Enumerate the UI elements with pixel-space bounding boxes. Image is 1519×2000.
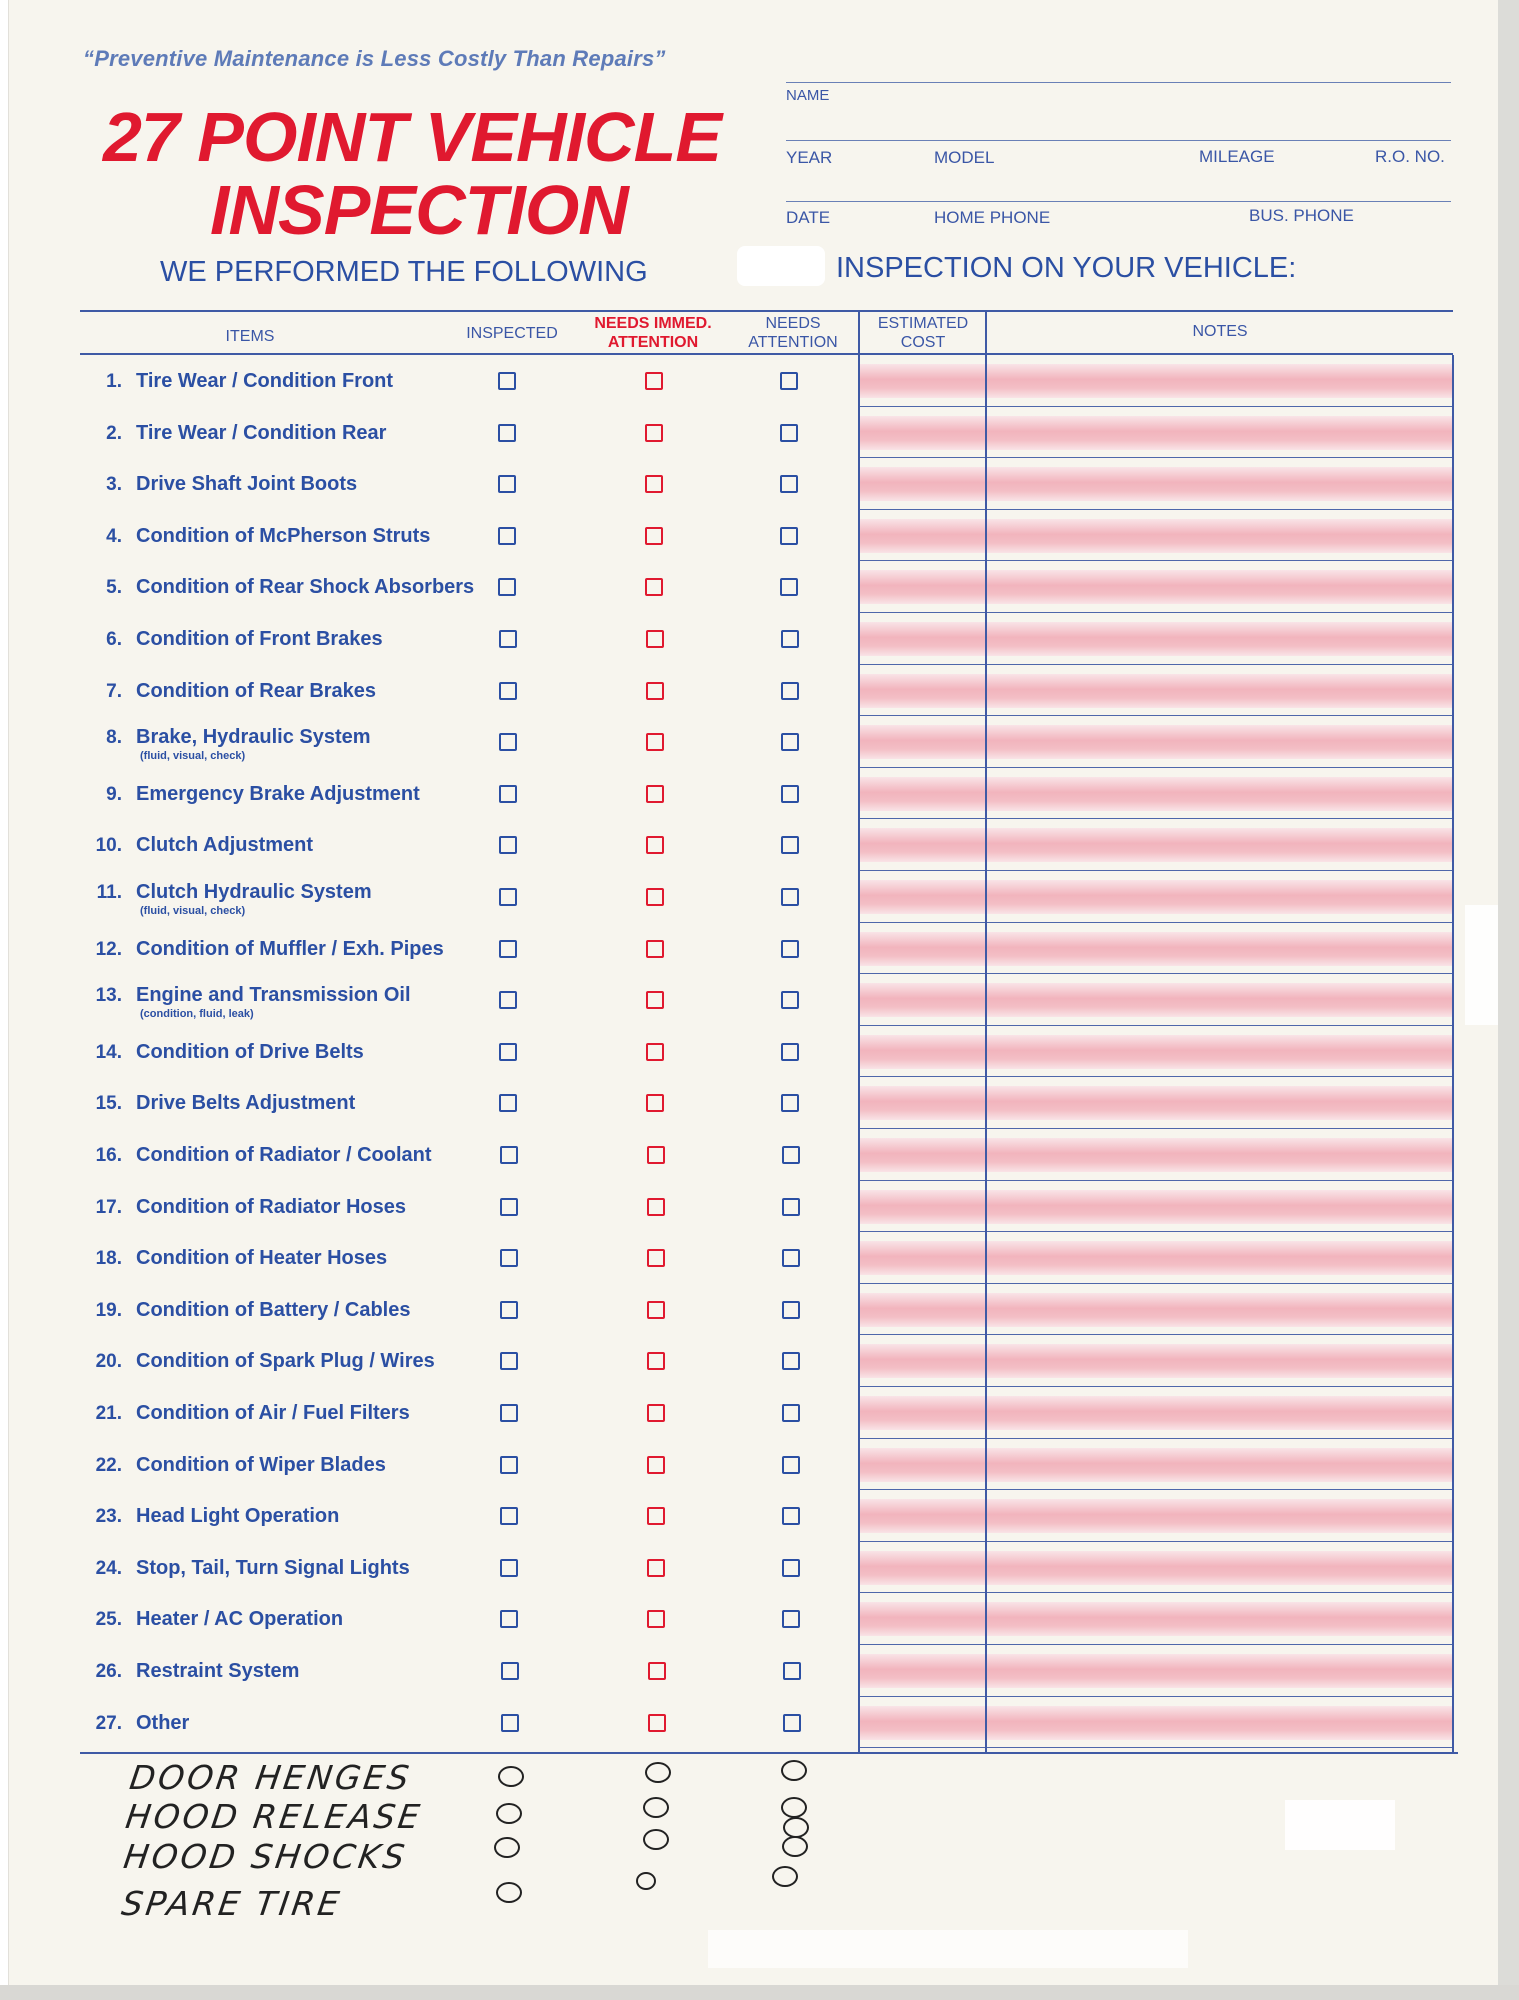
item-label: Condition of Radiator Hoses [136, 1195, 406, 1218]
table-row [0, 1027, 1519, 1078]
item-number: 10. [95, 835, 122, 857]
item-label: Condition of Wiper Blades [136, 1453, 386, 1476]
needs-immediate-checkbox[interactable] [647, 1352, 665, 1370]
needs-immediate-checkbox[interactable] [646, 836, 664, 854]
table-row [0, 1543, 1519, 1594]
hand-circle-needs-2a [781, 1797, 807, 1818]
item-number: 6. [106, 629, 122, 650]
table-row [0, 1182, 1519, 1233]
needs-attention-checkbox[interactable] [782, 1198, 800, 1216]
table-row [0, 924, 1519, 975]
needs-immediate-checkbox[interactable] [648, 1662, 666, 1680]
item-label: Engine and Transmission Oil [136, 984, 411, 1007]
item-label: Emergency Brake Adjustment [136, 782, 420, 805]
item-label: Condition of Battery / Cables [136, 1298, 411, 1321]
needs-attention-checkbox[interactable] [781, 1043, 799, 1061]
item-number: 21. [95, 1403, 122, 1424]
col-inspected: INSPECTED [466, 325, 558, 342]
item-label: Clutch Hydraulic System [136, 881, 372, 903]
table-row [0, 769, 1519, 820]
hand-circle-inspected-2 [496, 1803, 522, 1824]
needs-attention-checkbox[interactable] [782, 1301, 800, 1319]
needs-attention-checkbox[interactable] [782, 1249, 800, 1267]
item-label: Stop, Tail, Turn Signal Lights [136, 1556, 410, 1579]
table-bottom-border [80, 1752, 1458, 1754]
inspected-checkbox[interactable] [500, 1610, 518, 1628]
item-number: 12. [95, 938, 122, 960]
needs-immediate-checkbox[interactable] [647, 1404, 665, 1422]
item-number: 7. [106, 680, 122, 702]
needs-immediate-checkbox[interactable] [648, 1714, 666, 1732]
needs-immediate-checkbox[interactable] [645, 527, 663, 545]
item-label: Condition of McPherson Struts [136, 524, 431, 547]
table-row [0, 1440, 1519, 1491]
inspected-checkbox[interactable] [498, 475, 516, 493]
table-row [0, 717, 1519, 768]
needs-attention-checkbox[interactable] [782, 1610, 800, 1628]
needs-attention-checkbox[interactable] [781, 991, 799, 1009]
hand-circle-inspected-1 [498, 1766, 524, 1787]
needs-attention-checkbox[interactable] [780, 372, 798, 390]
inspected-checkbox[interactable] [500, 1559, 518, 1577]
form-title-line2: INSPECTION [210, 171, 628, 249]
vehicle-field-line[interactable] [786, 201, 1451, 202]
item-label: Condition of Rear Brakes [136, 679, 377, 702]
table-top-border [80, 310, 1453, 312]
mileage-label: MILEAGE [1199, 147, 1275, 166]
item-number: 22. [95, 1454, 122, 1476]
needs-immediate-checkbox[interactable] [646, 785, 664, 803]
inspected-checkbox[interactable] [499, 940, 517, 958]
item-number: 25. [95, 1609, 122, 1631]
inspected-checkbox[interactable] [499, 836, 517, 854]
table-row [0, 1233, 1519, 1284]
needs-immediate-checkbox[interactable] [646, 1094, 664, 1112]
table-row [0, 614, 1519, 665]
needs-attention-checkbox[interactable] [781, 888, 799, 906]
name-label: NAME [786, 87, 830, 104]
table-row [0, 872, 1519, 923]
item-number: 4. [106, 525, 122, 547]
ro-no-label: R.O. NO. [1375, 147, 1445, 166]
needs-attention-checkbox[interactable] [782, 1456, 800, 1474]
needs-attention-checkbox[interactable] [781, 630, 799, 648]
item-number: 5. [106, 577, 122, 599]
item-number: 14. [95, 1041, 122, 1063]
item-label: Condition of Drive Belts [136, 1040, 364, 1063]
table-row [0, 459, 1519, 510]
item-label: Condition of Muffler / Exh. Pipes [136, 937, 444, 960]
tape-mark-1 [1285, 1800, 1395, 1850]
item-label: Tire Wear / Condition Rear [136, 421, 387, 444]
needs-immediate-checkbox[interactable] [646, 630, 664, 648]
inspected-checkbox[interactable] [500, 1507, 518, 1525]
needs-immediate-checkbox[interactable] [645, 424, 663, 442]
needs-immediate-checkbox[interactable] [645, 578, 663, 596]
item-sublabel: (condition, fluid, leak) [140, 1008, 254, 1021]
table-row [0, 356, 1519, 407]
col-estimated-cost [860, 314, 986, 352]
inspected-checkbox[interactable] [500, 1146, 518, 1164]
table-row [0, 975, 1519, 1026]
table-row [0, 1646, 1519, 1697]
item-number: 16. [95, 1145, 122, 1166]
table-header-border [80, 353, 1453, 355]
form-title-line1: 27 POINT VEHICLE [103, 98, 722, 176]
name-top-line [786, 82, 1451, 83]
year-label: YEAR [786, 148, 833, 167]
inspected-checkbox[interactable] [499, 785, 517, 803]
needs-immediate-checkbox[interactable] [647, 1456, 665, 1474]
item-number: 17. [95, 1196, 122, 1218]
item-number: 9. [106, 783, 122, 805]
inspected-checkbox[interactable] [499, 682, 517, 700]
needs-attention-checkbox[interactable] [781, 682, 799, 700]
needs-immediate-checkbox[interactable] [647, 1301, 665, 1319]
hand-circle-immed-4 [636, 1872, 656, 1890]
inspected-checkbox[interactable] [500, 1456, 518, 1474]
item-number: 24. [95, 1557, 122, 1579]
col-needs-immed [580, 314, 726, 352]
whiteout-blank [737, 246, 825, 286]
item-label: Tire Wear / Condition Front [136, 370, 394, 392]
inspected-checkbox[interactable] [498, 424, 516, 442]
hand-circle-needs-3 [782, 1836, 808, 1857]
item-number: 3. [106, 474, 122, 496]
item-label: Condition of Air / Fuel Filters [136, 1402, 410, 1424]
table-row [0, 1388, 1519, 1439]
col-cost-line2: COST [900, 334, 946, 351]
home-phone-label: HOME PHONE [934, 208, 1051, 227]
inspected-checkbox[interactable] [499, 991, 517, 1009]
subtitle-left: WE PERFORMED THE FOLLOWING [160, 256, 648, 288]
handwritten-line-1: DOOR HENGES [127, 1758, 415, 1797]
needs-immediate-checkbox[interactable] [647, 1559, 665, 1577]
item-label: Heater / AC Operation [136, 1608, 344, 1631]
bus-phone-label: BUS. PHONE [1249, 206, 1354, 225]
table-row [0, 1491, 1519, 1542]
col-needs-line1: NEEDS [765, 315, 821, 332]
needs-immediate-checkbox[interactable] [645, 372, 663, 390]
item-number: 13. [95, 985, 122, 1007]
item-label: Drive Shaft Joint Boots [136, 473, 358, 496]
inspected-checkbox[interactable] [501, 1662, 519, 1680]
item-number: 27. [95, 1712, 122, 1734]
table-row [0, 1336, 1519, 1387]
hand-circle-inspected-3 [494, 1837, 520, 1858]
needs-attention-checkbox[interactable] [781, 785, 799, 803]
item-label: Drive Belts Adjustment [136, 1092, 356, 1115]
item-sublabel: (fluid, visual, check) [140, 750, 246, 763]
needs-attention-checkbox[interactable] [783, 1714, 801, 1732]
table-row [0, 666, 1519, 717]
needs-immediate-checkbox[interactable] [646, 733, 664, 751]
item-label: Condition of Radiator / Coolant [136, 1144, 432, 1166]
needs-immediate-checkbox[interactable] [646, 940, 664, 958]
tagline: “Preventive Maintenance is Less Costly Than Repairs” [83, 46, 666, 71]
needs-attention-checkbox[interactable] [780, 475, 798, 493]
item-label: Condition of Spark Plug / Wires [136, 1350, 435, 1373]
table-row [0, 1698, 1519, 1749]
item-label: Restraint System [136, 1660, 300, 1682]
col-needs-immed-line1: NEEDS IMMED. [594, 315, 712, 332]
item-number: 26. [95, 1661, 122, 1682]
inspected-checkbox[interactable] [499, 733, 517, 751]
needs-attention-checkbox[interactable] [781, 733, 799, 751]
inspected-checkbox[interactable] [500, 1352, 518, 1370]
table-row [0, 511, 1519, 562]
col-needs-immed-line2: ATTENTION [607, 334, 699, 351]
item-number: 15. [95, 1093, 122, 1115]
needs-attention-checkbox[interactable] [781, 940, 799, 958]
needs-immediate-checkbox[interactable] [647, 1146, 665, 1164]
inspected-checkbox[interactable] [500, 1249, 518, 1267]
item-number: 20. [95, 1351, 122, 1373]
needs-immediate-checkbox[interactable] [645, 475, 663, 493]
table-row [0, 562, 1519, 613]
needs-immediate-checkbox[interactable] [646, 888, 664, 906]
needs-attention-checkbox[interactable] [782, 1507, 800, 1525]
inspected-checkbox[interactable] [499, 1094, 517, 1112]
scan-edge-bottom [0, 1985, 1519, 2000]
hand-circle-immed-3 [643, 1829, 669, 1850]
needs-attention-checkbox[interactable] [783, 1662, 801, 1680]
needs-attention-checkbox[interactable] [780, 527, 798, 545]
needs-attention-checkbox[interactable] [781, 1094, 799, 1112]
hand-circle-immed-2 [643, 1797, 669, 1818]
item-number: 19. [95, 1299, 122, 1321]
needs-attention-checkbox[interactable] [780, 578, 798, 596]
col-items: ITEMS [225, 328, 275, 345]
item-number: 23. [95, 1506, 122, 1528]
item-label: Condition of Heater Hoses [136, 1247, 388, 1270]
inspected-checkbox[interactable] [499, 888, 517, 906]
item-number: 2. [106, 422, 122, 444]
subtitle-right: INSPECTION ON YOUR VEHICLE: [836, 252, 1297, 284]
table-row [0, 1078, 1519, 1129]
needs-immediate-checkbox[interactable] [646, 682, 664, 700]
inspected-checkbox[interactable] [500, 1198, 518, 1216]
needs-attention-checkbox[interactable] [782, 1404, 800, 1422]
inspected-checkbox[interactable] [501, 1714, 519, 1732]
inspected-checkbox[interactable] [499, 1043, 517, 1061]
col-needs-line2: ATTENTION [748, 334, 838, 351]
needs-immediate-checkbox[interactable] [647, 1249, 665, 1267]
handwritten-line-2: HOOD RELEASE [123, 1797, 425, 1836]
item-label: Clutch Adjustment [136, 834, 314, 857]
col-needs-attention [733, 314, 853, 352]
needs-attention-checkbox[interactable] [781, 836, 799, 854]
item-label: Other [136, 1711, 190, 1734]
inspected-checkbox[interactable] [498, 578, 516, 596]
table-row [0, 1594, 1519, 1645]
col-notes: NOTES [1192, 323, 1248, 340]
hand-circle-immed-1 [645, 1762, 671, 1783]
item-label: Condition of Front Brakes [136, 628, 383, 650]
needs-attention-checkbox[interactable] [782, 1352, 800, 1370]
item-number: 11. [96, 882, 122, 903]
date-label: DATE [786, 208, 831, 227]
col-cost-line1: ESTIMATED [877, 315, 969, 332]
item-label: Head Light Operation [136, 1505, 340, 1528]
hand-circle-needs-4 [772, 1866, 798, 1887]
hand-circle-inspected-4 [496, 1882, 522, 1903]
needs-immediate-checkbox[interactable] [647, 1610, 665, 1628]
hand-circle-needs-2b [783, 1817, 809, 1838]
needs-immediate-checkbox[interactable] [647, 1198, 665, 1216]
inspected-checkbox[interactable] [500, 1404, 518, 1422]
inspected-checkbox[interactable] [499, 630, 517, 648]
needs-attention-checkbox[interactable] [780, 424, 798, 442]
needs-immediate-checkbox[interactable] [646, 991, 664, 1009]
name-field-line[interactable] [786, 140, 1451, 141]
handwritten-line-3: HOOD SHOCKS [121, 1837, 410, 1876]
inspected-checkbox[interactable] [498, 527, 516, 545]
needs-attention-checkbox[interactable] [782, 1146, 800, 1164]
needs-attention-checkbox[interactable] [782, 1559, 800, 1577]
item-number: 8. [106, 727, 122, 749]
inspected-checkbox[interactable] [500, 1301, 518, 1319]
item-number: 1. [106, 371, 122, 392]
table-row [0, 1285, 1519, 1336]
tape-mark-3 [708, 1930, 1188, 1968]
needs-immediate-checkbox[interactable] [646, 1043, 664, 1061]
hand-circle-needs-1 [781, 1760, 807, 1781]
table-row [0, 820, 1519, 871]
item-number: 18. [95, 1248, 122, 1270]
table-row [0, 408, 1519, 459]
needs-immediate-checkbox[interactable] [647, 1507, 665, 1525]
item-sublabel: (fluid, visual, check) [140, 905, 246, 917]
item-label: Brake, Hydraulic System [136, 726, 371, 749]
model-label: MODEL [934, 148, 995, 167]
handwritten-line-4: SPARE TIRE [119, 1884, 345, 1923]
inspected-checkbox[interactable] [498, 372, 516, 390]
tape-mark-2 [1465, 905, 1498, 1025]
item-label: Condition of Rear Shock Absorbers [136, 576, 475, 599]
table-row [0, 1130, 1519, 1181]
